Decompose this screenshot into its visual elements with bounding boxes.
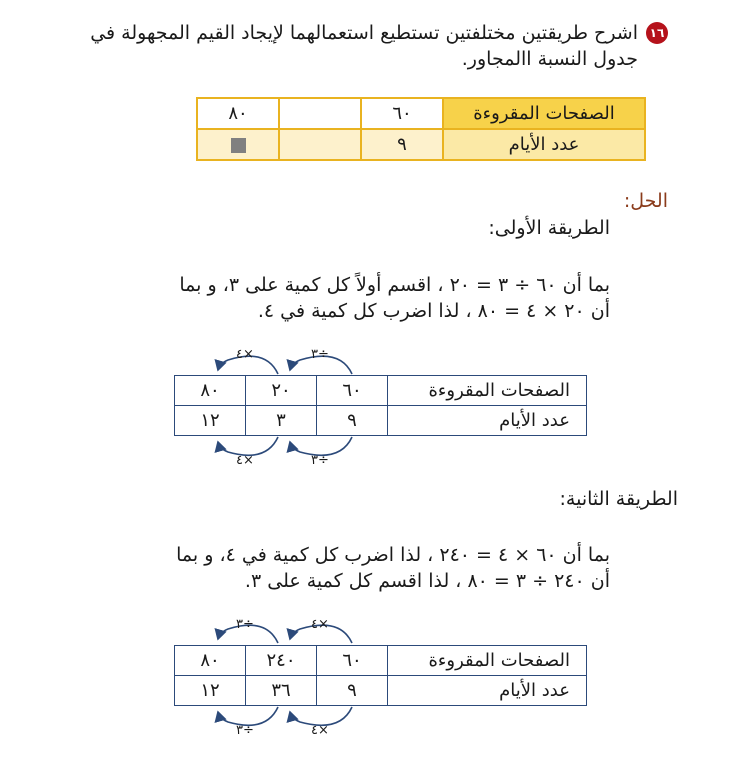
m2-cell-pages-2: ٢٤٠ (246, 646, 317, 676)
m1-top-arrow-2-label: ×٤ (236, 347, 254, 362)
m1-top-arrow-2 (218, 356, 278, 374)
m1-cell-days-1: ٩ (317, 406, 388, 436)
method2-explanation (50, 542, 610, 594)
row-label-days: عدد الأيام (388, 406, 587, 436)
m2-cell-days-1: ٩ (317, 676, 388, 706)
row-label-days: عدد الأيام (443, 129, 645, 160)
m2-bottom-arrow-2 (218, 707, 278, 725)
m2-bottom-arrow-2-label: ÷٣ (236, 723, 254, 738)
m2-cell-days-2: ٣٦ (246, 676, 317, 706)
m1-bottom-arrow-1-label: ÷٣ (311, 453, 329, 468)
method1-title: الطريقة الأولى: (488, 217, 610, 239)
m2-bottom-arrow-1 (290, 707, 352, 725)
question-number-badge: ١٦ (646, 22, 668, 44)
cell-days-2 (279, 129, 361, 160)
row-label-pages: الصفحات المقروءة (388, 376, 587, 406)
m1-bottom-arrow-2-label: ×٤ (236, 453, 254, 468)
table-row (175, 406, 587, 436)
table-row (175, 376, 587, 406)
table-row (175, 646, 587, 676)
method1-line2: أن ٢٠ × ٤ = ٨٠ ، لذا اضرب كل كمية في ٤. (257, 300, 610, 322)
m2-top-arrow-2-label: ÷٣ (236, 617, 254, 632)
method1-explanation (50, 272, 610, 324)
cell-pages-1: ٦٠ (361, 98, 443, 129)
method2-table (174, 645, 587, 706)
row-label-days: عدد الأيام (388, 676, 587, 706)
m2-cell-days-3: ١٢ (175, 676, 246, 706)
cell-days-1: ٩ (361, 129, 443, 160)
m1-cell-days-2: ٣ (246, 406, 317, 436)
m1-top-arrow-1-label: ÷٣ (311, 347, 329, 362)
method2-line1: بما أن ٦٠ × ٤ = ٢٤٠ ، لذا اضرب كل كمية في ٤، و بما (176, 544, 610, 566)
question-text: اشرح طريقتين مختلفتين تستطيع استعمالهما لإيجاد القيم المجهولة في جدول النسبة االمجاور. (90, 22, 638, 70)
table-row (197, 98, 645, 129)
method2-line2: أن ٢٤٠ ÷ ٣ = ٨٠ ، لذا اقسم كل كمية على ٣. (244, 570, 610, 592)
row-label-pages: الصفحات المقروءة (443, 98, 645, 129)
m2-cell-pages-1: ٦٠ (317, 646, 388, 676)
m1-bottom-arrow-2 (218, 437, 278, 455)
solution-label: الحل: (623, 190, 668, 212)
cell-pages-2 (279, 98, 361, 129)
m1-cell-days-3: ١٢ (175, 406, 246, 436)
method1-line1: بما أن ٦٠ ÷ ٣ = ٢٠ ، اقسم أولاً كل كمية على ٣، و بما (179, 274, 610, 296)
m2-bottom-arrow-1-label: ×٤ (311, 723, 329, 738)
m1-cell-pages-3: ٨٠ (175, 376, 246, 406)
m2-top-arrow-1 (290, 625, 352, 643)
cell-pages-3: ٨٠ (197, 98, 279, 129)
cell-days-unknown (197, 129, 279, 160)
m2-top-arrow-1-label: ×٤ (311, 617, 329, 632)
method2-title: الطريقة الثانية: (559, 488, 678, 510)
m2-cell-pages-3: ٨٠ (175, 646, 246, 676)
given-ratio-table (196, 97, 646, 161)
table-row (175, 676, 587, 706)
method1-table (174, 375, 587, 436)
m1-top-arrow-1 (290, 356, 352, 374)
m1-cell-pages-1: ٦٠ (317, 376, 388, 406)
row-label-pages: الصفحات المقروءة (388, 646, 587, 676)
m1-bottom-arrow-1 (290, 437, 352, 455)
table-row (197, 129, 645, 160)
m1-cell-pages-2: ٢٠ (246, 376, 317, 406)
m2-top-arrow-2 (218, 625, 278, 643)
unknown-value-square (231, 138, 246, 153)
